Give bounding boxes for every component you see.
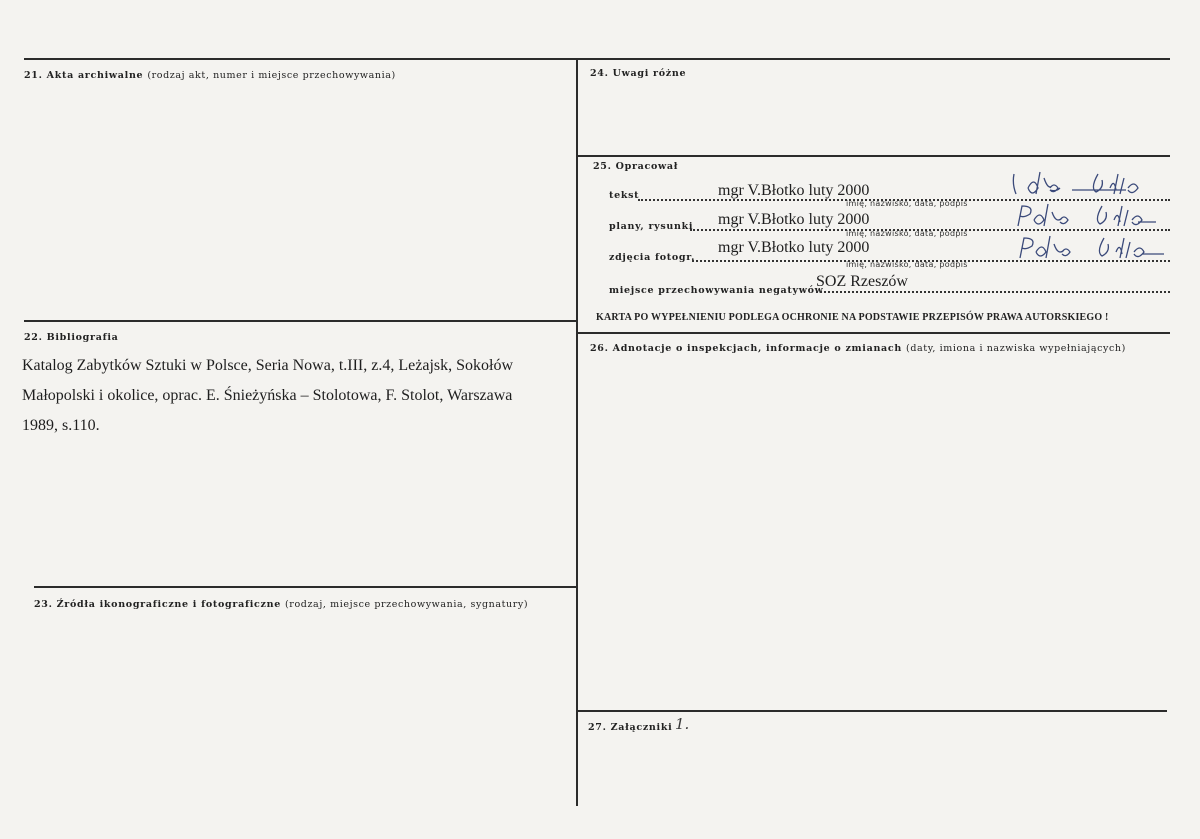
- bibliography-line: 1989, s.110.: [22, 417, 100, 434]
- bibliography-line: Katalog Zabytków Sztuki w Polsce, Seria Nowa, t.III, z.4, Leżajsk, Sokołów: [22, 357, 514, 374]
- section-21-title: 21. Akta archiwalne: [24, 70, 144, 81]
- row-photos-caption: imię, nazwisko, data, podpis: [846, 260, 968, 269]
- top-rule: [24, 58, 1170, 60]
- section-22-title: 22. Bibliografia: [24, 332, 119, 343]
- row-text-label: tekst: [609, 190, 640, 201]
- rule-21-22: [24, 320, 577, 322]
- section-23-heading: [34, 599, 528, 610]
- section-23-title: 23. Źródła ikonograficzne i fotograficzne: [34, 599, 281, 610]
- section-26-heading: [590, 343, 1126, 354]
- section-27-title: 27. Załączniki: [588, 722, 673, 733]
- row-negatives-dotline: [816, 291, 1170, 293]
- row-photos-value: mgr V.Błotko luty 2000: [718, 239, 870, 256]
- signature-3: [1012, 232, 1167, 266]
- row-negatives-label: miejsce przechowywania negatywów: [609, 285, 824, 296]
- row-plans-label: plany, rysunki: [609, 221, 694, 232]
- row-plans-value: mgr V.Błotko luty 2000: [718, 211, 870, 228]
- rule-24-25: [577, 155, 1170, 157]
- section-21-heading: [24, 70, 396, 81]
- section-25-title: 25. Opracował: [593, 161, 679, 172]
- center-divider: [576, 60, 578, 806]
- rule-22-23: [34, 586, 577, 588]
- row-photos-label: zdjęcia fotogr.: [609, 252, 696, 263]
- row-plans-caption: imię, nazwisko, data, podpis: [846, 229, 968, 238]
- row-negatives-value: SOZ Rzeszów: [816, 273, 908, 290]
- rule-25-26: [577, 332, 1170, 334]
- rule-26-27: [577, 710, 1167, 712]
- row-text-caption: imię, nazwisko, data, podpis: [846, 199, 968, 208]
- section-24-title: 24. Uwagi różne: [590, 68, 687, 79]
- row-text-value: mgr V.Błotko luty 2000: [718, 182, 870, 199]
- section-26-title: 26. Adnotacje o inspekcjach, informacje o zmianach: [590, 343, 903, 354]
- section-26-hint: (daty, imiona i nazwiska wypełniających): [906, 343, 1126, 354]
- bibliography-line: Małopolski i okolice, oprac. E. Śnieżyńska – Stolotowa, F. Stolot, Warszawa: [22, 387, 513, 404]
- section-21-hint: (rodzaj akt, numer i miejsce przechowywania): [147, 70, 396, 81]
- signature-1: [1006, 168, 1156, 202]
- attachments-count: 1.: [675, 715, 690, 733]
- bibliography-text: [22, 351, 562, 441]
- signature-2: [1010, 200, 1160, 234]
- section-23-hint: (rodzaj, miejsce przechowywania, sygnatury): [285, 599, 529, 610]
- copyright-warning: KARTA PO WYPEŁNIENIU PODLEGA OCHRONIE NA PODSTAWIE PRZEPISÓW PRAWA AUTORSKIEGO !: [596, 312, 1109, 323]
